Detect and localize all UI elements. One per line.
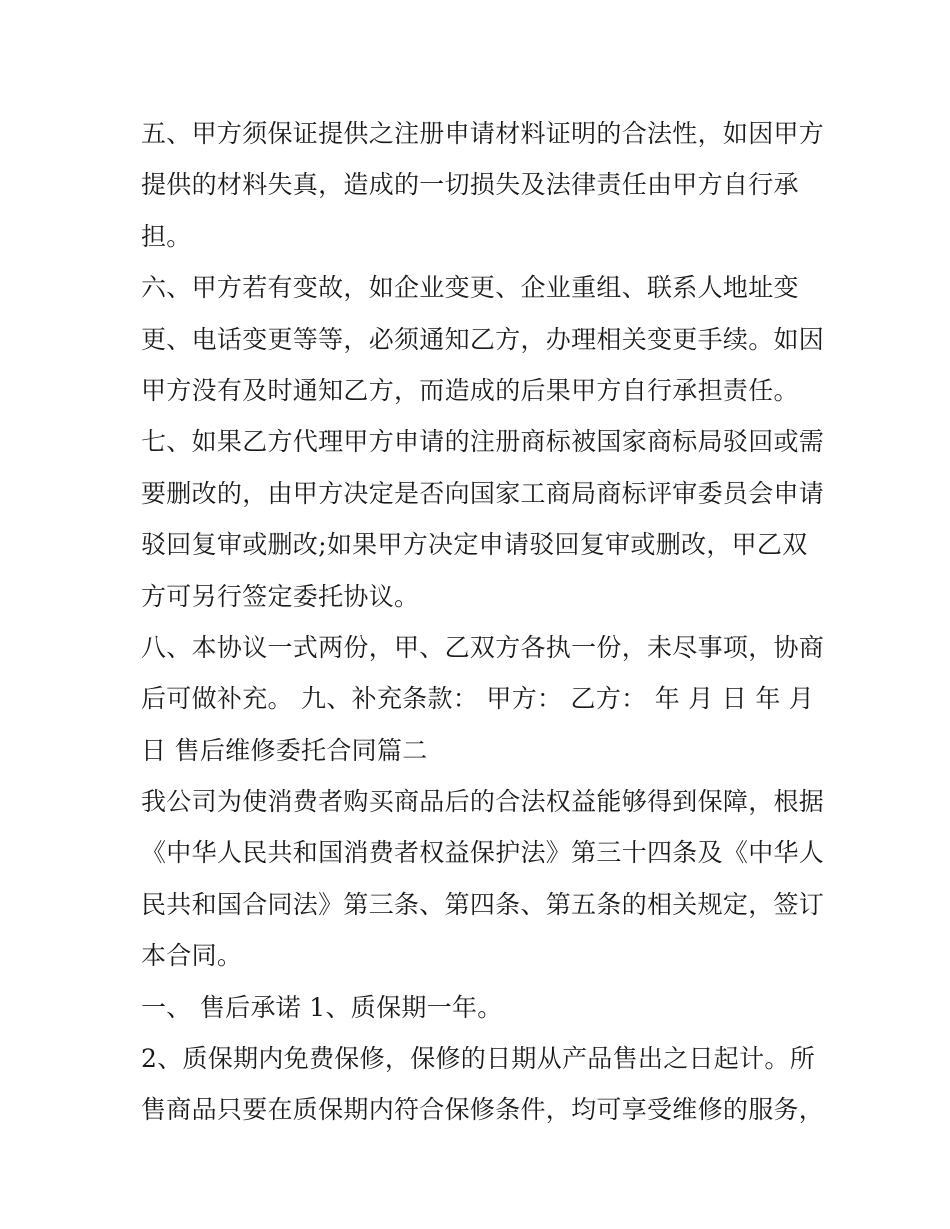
text-line: 《中华人民共和国消费者权益保护法》第三十四条及《中华人 <box>141 838 825 868</box>
text-line: 六、甲方若有变故，如企业变更、企业重组、联系人地址变 <box>141 273 799 303</box>
text-line: 提供的材料失真，造成的一切损失及法律责任由甲方自行承 <box>141 170 799 200</box>
text-line: 售商品只要在质保期内符合保修条件，均可享受维修的服务， <box>141 1095 825 1125</box>
text-line: 方可另行签定委托协议。 <box>141 581 420 611</box>
text-line: 后可做补充。 九、补充条款： 甲方： 乙方： 年 月 日 年 月 <box>141 684 815 714</box>
text-line: 一、 售后承诺 1、质保期一年。 <box>141 992 503 1022</box>
text-line: 七、如果乙方代理甲方申请的注册商标被国家商标局驳回或需 <box>141 427 825 457</box>
document-page <box>141 108 825 1136</box>
text-line: 甲方没有及时通知乙方，而造成的后果甲方自行承担责任。 <box>141 375 799 405</box>
text-line: 驳回复审或删改;如果甲方决定申请驳回复审或删改，甲乙双 <box>141 530 808 560</box>
text-line: 五、甲方须保证提供之注册申请材料证明的合法性，如因甲方 <box>141 119 825 148</box>
text-line: 本合同。 <box>141 941 243 971</box>
text-line: 更、电话变更等等，必须通知乙方，办理相关变更手续。如因 <box>141 324 825 354</box>
section-heading: 日 售后维修委托合同篇二 <box>141 735 428 765</box>
text-line: 担。 <box>141 221 192 251</box>
text-line: 我公司为使消费者购买商品后的合法权益能够得到保障，根据 <box>141 787 825 817</box>
text-line: 2、质保期内免费保修，保修的日期从产品售出之日起计。所 <box>141 1044 816 1074</box>
text-line: 民共和国合同法》第三条、第四条、第五条的相关规定，签订 <box>141 889 825 919</box>
text-line: 八、本协议一式两份，甲、乙双方各执一份，未尽事项，协商 <box>141 632 825 662</box>
text-line: 要删改的，由甲方决定是否向国家工商局商标评审委员会申请 <box>141 478 825 508</box>
